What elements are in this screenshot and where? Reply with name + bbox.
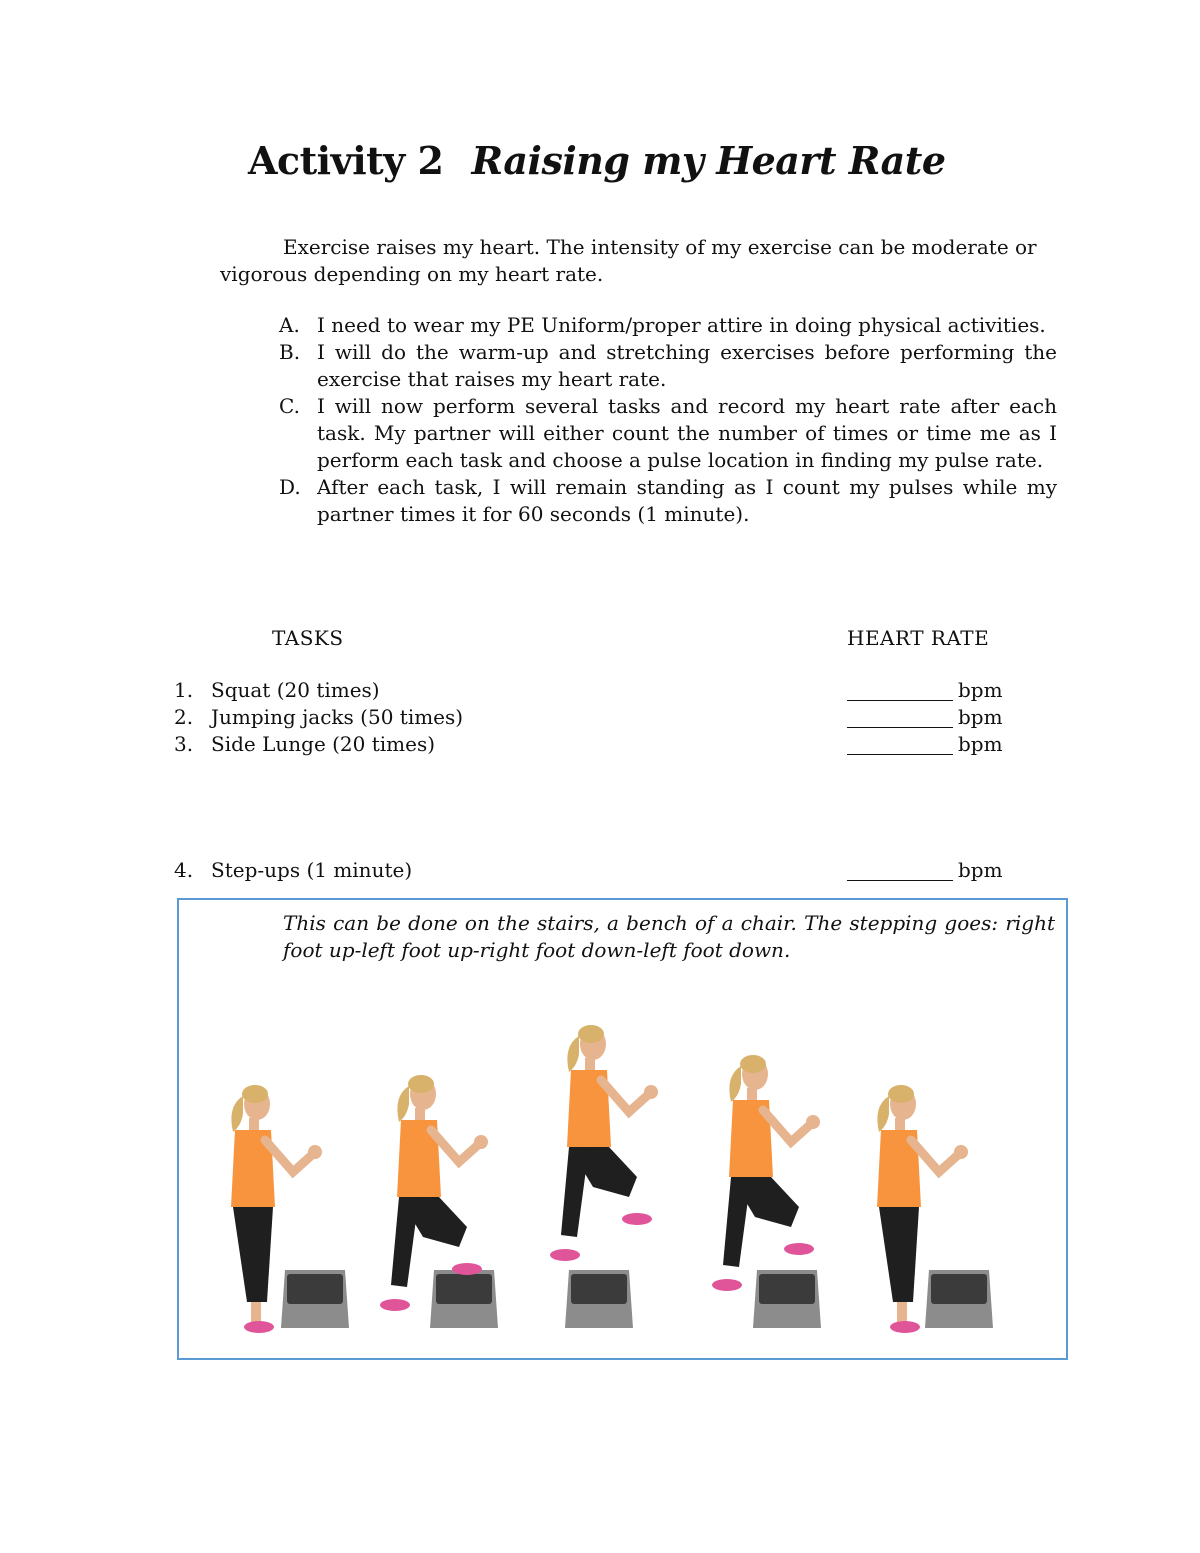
instruction-text: After each task, I will remain standing as I count my pulses while my partner times it for 60 seconds (1 minute). [317, 475, 1057, 526]
shoe-front [784, 1243, 814, 1255]
neck [747, 1088, 757, 1100]
step-up-note: This can be done on the stairs, a bench of a chair. The stepping goes: right foot up-left foot up-right foot down-left foot down. [283, 911, 1055, 962]
page-title [248, 138, 946, 183]
shoe [890, 1321, 920, 1333]
task-label: Jumping jacks (50 times) [211, 705, 464, 729]
task-row [174, 677, 1014, 704]
instruction-text: I will do the warm-up and stretching exercises before performing the exercise that raises my heart rate. [317, 340, 1057, 391]
task-row [174, 704, 1014, 731]
neck [415, 1108, 425, 1120]
step-platform-top [571, 1274, 627, 1304]
bpm-unit: bpm [958, 732, 1003, 756]
instruction-marker: A. [279, 313, 300, 337]
ponytail [231, 1096, 243, 1132]
step-platform-top [759, 1274, 815, 1304]
fist [954, 1145, 968, 1159]
instruction-item [279, 474, 1057, 528]
hair [578, 1025, 604, 1043]
bpm-unit: bpm [958, 858, 1003, 882]
task-list [174, 677, 1014, 758]
intro-paragraph: Exercise raises my heart. The intensity of my exercise can be moderate or vigorous depending on my heart rate. [220, 235, 1037, 286]
capri-leggings [879, 1207, 919, 1302]
task-label: Squat (20 times) [211, 678, 380, 702]
instruction-marker: C. [279, 394, 300, 418]
title-italic: Raising my Heart Rate [471, 138, 946, 183]
hair [242, 1085, 268, 1103]
fist [806, 1115, 820, 1129]
task-number: 1. [174, 678, 194, 702]
capri-leggings-back [723, 1177, 751, 1267]
task-number: 4. [174, 858, 194, 882]
heart-rate-blank[interactable] [847, 862, 953, 881]
ponytail [567, 1036, 579, 1072]
instruction-item [279, 393, 1057, 474]
step-platform-top [287, 1274, 343, 1304]
hair [408, 1075, 434, 1093]
hair [888, 1085, 914, 1103]
task-list-extra [174, 857, 1014, 884]
fist [308, 1145, 322, 1159]
task-number: 3. [174, 732, 194, 756]
shoe-back [550, 1249, 580, 1261]
ponytail [729, 1066, 741, 1102]
heart-rate-header: HEART RATE [847, 626, 990, 650]
tasks-header: TASKS [272, 626, 344, 650]
task-row [174, 731, 1014, 758]
step-platform-top [931, 1274, 987, 1304]
capri-leggings-back [391, 1197, 419, 1287]
instruction-list [279, 312, 1057, 528]
hair [740, 1055, 766, 1073]
step-up-illustration [179, 900, 1066, 1358]
instruction-marker: B. [279, 340, 301, 364]
instruction-item [279, 312, 1057, 339]
heart-rate-blank[interactable] [847, 736, 953, 755]
bpm-unit: bpm [958, 678, 1003, 702]
fist [644, 1085, 658, 1099]
ponytail [877, 1096, 889, 1132]
step-up-box [177, 898, 1068, 1360]
instruction-item [279, 339, 1057, 393]
title-main: Activity 2 [248, 138, 444, 183]
task-label: Step-ups (1 minute) [211, 858, 413, 882]
shoe-front [452, 1263, 482, 1275]
heart-rate-blank[interactable] [847, 709, 953, 728]
instruction-text: I will now perform several tasks and record my heart rate after each task. My partner will either count the number of times or time me as I perform each task and choose a pulse location in finding my pulse rate. [317, 394, 1057, 472]
shoe-front [622, 1213, 652, 1225]
fist [474, 1135, 488, 1149]
bpm-unit: bpm [958, 705, 1003, 729]
shin [897, 1302, 907, 1322]
shoe-back [380, 1299, 410, 1311]
shoe [244, 1321, 274, 1333]
step-platform-top [436, 1274, 492, 1304]
capri-leggings-back [561, 1147, 589, 1237]
task-row [174, 857, 1014, 884]
task-label: Side Lunge (20 times) [211, 732, 436, 756]
capri-leggings [233, 1207, 273, 1302]
neck [895, 1118, 905, 1130]
heart-rate-blank[interactable] [847, 682, 953, 701]
ponytail [397, 1086, 409, 1122]
shoe-back [712, 1279, 742, 1291]
instruction-marker: D. [279, 475, 301, 499]
shin [251, 1302, 261, 1322]
task-number: 2. [174, 705, 194, 729]
instruction-text: I need to wear my PE Uniform/proper attire in doing physical activities. [317, 313, 1046, 337]
neck [249, 1118, 259, 1130]
neck [585, 1058, 595, 1070]
